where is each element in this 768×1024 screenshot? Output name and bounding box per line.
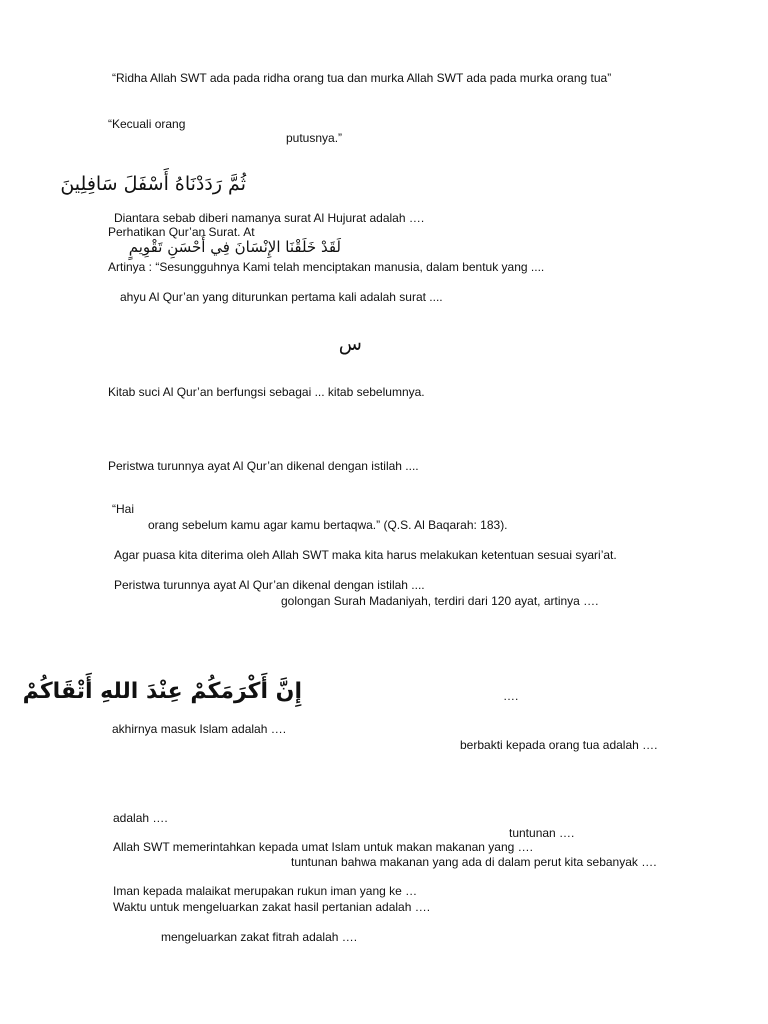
text-line-makan-makanan: Allah SWT memerintahkan kepada umat Islam untuk makan makanan yang …. [113,840,533,854]
text-line-peristiwa-turunnya-1: Peristwa turunnya ayat Al Qur’an dikenal dengan istilah .... [108,459,419,473]
text-line-peristiwa-turunnya-2: Peristwa turunnya ayat Al Qur’an dikenal dengan istilah .... [114,578,425,592]
text-line-iman-malaikat: Iman kepada malaikat merupakan rukun iman yang ke … [113,884,418,898]
text-line-surah-madaniyah: golongan Surah Madaniyah, terdiri dari 120 ayat, artinya …. [281,594,599,608]
text-line-putusnya: putusnya.” [286,131,343,145]
text-line-zakat-pertanian: Waktu untuk mengeluarkan zakat hasil pertanian adalah …. [113,900,431,914]
text-line-hai: “Hai [112,502,135,516]
text-line-kecuali-orang: “Kecuali orang [108,117,186,131]
text-line-ridha-allah: “Ridha Allah SWT ada pada ridha orang tua dan murka Allah SWT ada pada murka orang tua” [112,71,612,85]
text-line-kitab-suci: Kitab suci Al Qur’an berfungsi sebagai ... kitab sebelumnya. [108,385,425,399]
text-line-al-hujurat: Diantara sebab diberi namanya surat Al Hujurat adalah …. [114,211,425,225]
text-line-perhatikan-surat: Perhatikan Qur’an Surat. At [108,225,255,239]
arabic-verse-asfala-safilin: ثُمَّ رَدَدْنَاهُ أَسْفَلَ سَافِلِينَ [60,173,246,195]
text-line-berbakti: berbakti kepada orang tua adalah …. [460,738,658,752]
arabic-verse-akramakum: إِنَّ أَكْرَمَكُمْ عِنْدَ اللهِ أَتْقَاكُمْ [22,678,302,704]
text-line-wahyu-pertama: ahyu Al Qur’an yang diturunkan pertama kali adalah surat .... [120,290,443,304]
text-line-adalah: adalah …. [113,811,168,825]
text-line-al-baqarah: orang sebelum kamu agar kamu bertaqwa.” (Q.S. Al Baqarah: 183). [148,518,508,532]
arabic-letter-sin: س [338,333,362,355]
text-line-artinya: Artinya : “Sesungguhnya Kami telah menciptakan manusia, dalam bentuk yang .... [108,260,545,274]
text-line-agar-puasa: Agar puasa kita diterima oleh Allah SWT maka kita harus melakukan ketentuan sesuai syari’at. [114,548,617,562]
text-line-ellipsis: …. [503,689,519,703]
arabic-verse-ahsani-taqwim: لَقَدْ خَلَقْنَا الإِنْسَانَ فِي أَحْسَنِ تَقْوِيمٍ [128,238,341,256]
text-line-tuntunan: tuntunan …. [509,826,575,840]
text-line-zakat-fitrah: mengeluarkan zakat fitrah adalah …. [161,930,358,944]
text-line-masuk-islam: akhirnya masuk Islam adalah …. [112,722,287,736]
text-line-perut: tuntunan bahwa makanan yang ada di dalam perut kita sebanyak …. [291,855,657,869]
